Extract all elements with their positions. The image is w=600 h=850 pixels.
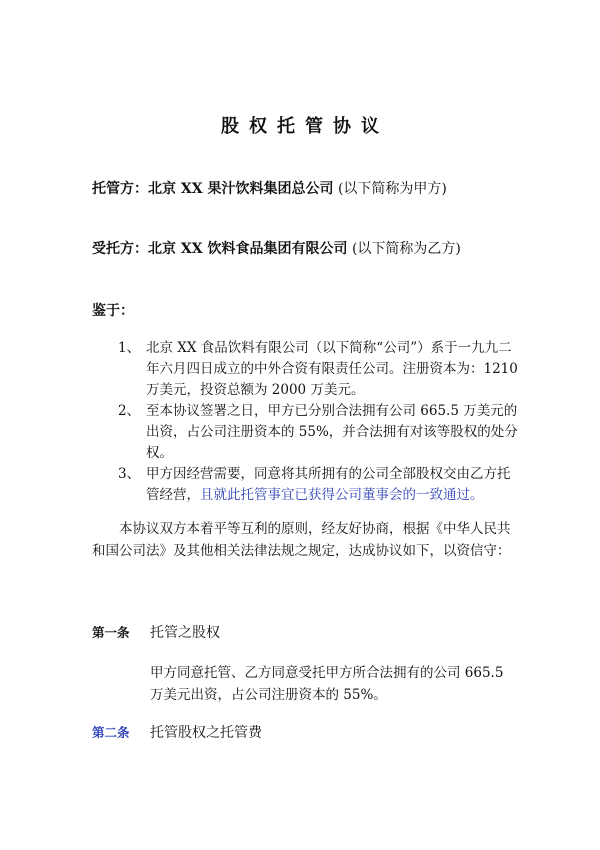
trustor-note: (以下简称为甲方): [337, 181, 447, 197]
clause-number: 2、: [118, 403, 141, 419]
article-1-body: 甲方同意托管、乙方同意受托甲方所合法拥有的公司 665.5 万美元出资，占公司注册资本的 55%。: [150, 665, 504, 703]
document-title: 股权托管协议: [221, 116, 389, 137]
clause-text: 北京 XX 食品饮料有限公司（以下简称“公司”）系于一九九二年六月四日成立的中外合资有限责任公司。注册资本为：1210 万美元，投资总额为 2000 万美元。: [146, 340, 518, 398]
trustee-note: (以下简称为乙方): [351, 241, 461, 257]
article-title: 托管股权之托管费: [150, 725, 262, 741]
clause-highlighted-text: 且就此托管事宜已获得公司董事会的一致通过。: [200, 487, 484, 503]
article-title: 托管之股权: [150, 625, 220, 641]
clause-text-wrapper: [146, 464, 518, 506]
article-2-heading: [92, 722, 262, 742]
trustor-name: 北京 XX 果汁饮料集团总公司: [148, 181, 334, 197]
preamble-paragraph: 本协议双方本着平等互利的原则，经友好协商，根据《中华人民共和国公司法》及其他相关法律法规之规定，达成协议如下，以资信守：: [92, 521, 511, 559]
article-number: 第二条: [92, 725, 130, 740]
trustee-line: [92, 238, 461, 258]
clause-item: [118, 338, 518, 401]
trustee-name: 北京 XX 饮料食品集团有限公司: [148, 241, 348, 257]
clause-item: [118, 401, 518, 464]
article-number: 第一条: [92, 625, 130, 640]
whereas-label: 鉴于：: [92, 303, 134, 319]
clause-number: 3、: [118, 466, 141, 482]
trustee-label: 受托方：: [92, 241, 148, 257]
trustor-line: [92, 178, 447, 198]
clause-text: 甲方因经营需要，同意将其所拥有的公司全部股权交由乙方托管经营，: [146, 466, 511, 503]
whereas-clauses: [118, 338, 518, 506]
article-1-heading: [92, 622, 220, 642]
trustor-label: 托管方：: [92, 181, 148, 197]
clause-item: [118, 464, 518, 506]
clause-number: 1、: [118, 340, 141, 356]
clause-text: 至本协议签署之日，甲方已分别合法拥有公司 665.5 万美元的出资，占公司注册资本的 55%，并合法拥有对该等股权的处分权。: [146, 403, 518, 461]
